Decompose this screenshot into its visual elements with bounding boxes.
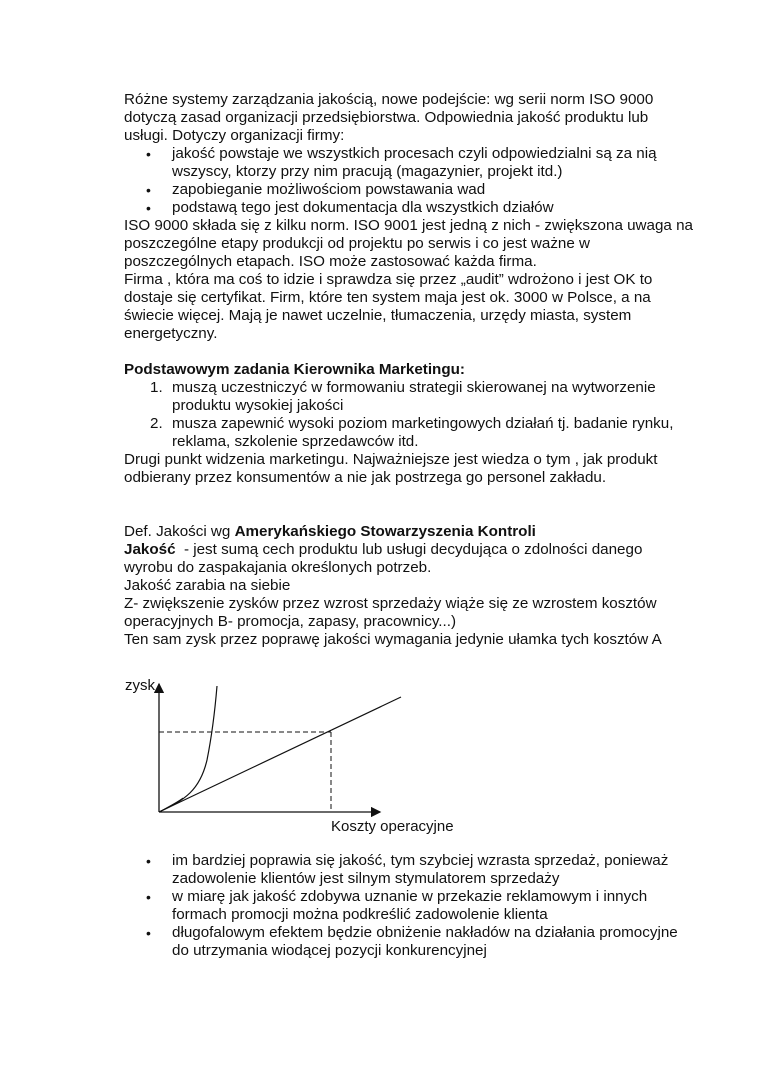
intro-line: Różne systemy zarządzania jakością, nowe podejście: wg serii norm ISO 9000 — [124, 91, 654, 108]
quality-curve-tail — [159, 798, 183, 812]
list-item: • w miarę jak jakość zdobywa uznanie w przekazie reklamowym i innych formach promocji można podkreślić zadowolenie klienta — [124, 888, 714, 924]
paragraph-line: Jakość zarabia na siebie — [124, 577, 291, 594]
list-item: • podstawą tego jest dokumentacja dla wszystkich działów — [124, 199, 714, 217]
paragraph-line: dostaje się certyfikat. Firm, które ten system maja jest ok. 3000 w Polsce, a na — [124, 289, 651, 306]
paragraph-line: świecie więcej. Mają je nawet uczelnie, tłumaczenia, urzędy miasta, system — [124, 307, 632, 324]
intro-line: usługi. Dotyczy organizacji firmy: — [124, 127, 345, 144]
definition-line: Jakość - jest sumą cech produktu lub usługi decydująca o zdolności danego — [124, 541, 643, 558]
list-item: • długofalowym efektem będzie obniżenie nakładów na działania promocyjne do utrzymania wiodącej pozycji konkurencyjnej — [124, 924, 714, 960]
x-axis-label: Koszty operacyjne — [331, 818, 454, 835]
benefits-bullet-list — [124, 852, 714, 960]
paragraph-line: Firma , która ma coś to idzie i sprawdza się przez „audit” wdrożono i jest OK to — [124, 271, 653, 288]
paragraph-line: poszczególne etapy produkcji od projektu po serwis i co jest ważne w — [124, 235, 590, 252]
list-item: • im bardziej poprawia się jakość, tym szybciej wzrasta sprzedaż, ponieważ zadowolenie klientów jest silnym stymulatorem sprzedaży — [124, 852, 714, 888]
paragraph-line: wyrobu do zaspakajania określonych potrzeb. — [124, 559, 432, 576]
definition-heading: Def. Jakości wg Amerykańskiego Stowarzyszenia Kontroli — [124, 523, 536, 540]
section-heading: Podstawowym zadania Kierownika Marketingu: — [124, 361, 465, 378]
list-item: • zapobieganie możliwościom powstawania wad — [124, 181, 714, 199]
intro-line: dotyczą zasad organizacji przedsiębiorstwa. Odpowiednia jakość produktu lub — [124, 109, 649, 126]
quality-exponential-curve — [159, 686, 217, 812]
paragraph-line: energetyczny. — [124, 325, 218, 342]
paragraph-line: ISO 9000 składa się z kilku norm. ISO 9001 jest jedną z nich - zwiększona uwaga na — [124, 217, 693, 234]
paragraph-line: Drugi punkt widzenia marketingu. Najważniejsze jest wiedza o tym , jak produkt — [124, 451, 658, 468]
paragraph-line: Ten sam zysk przez poprawę jakości wymagania jedynie ułamka tych kosztów A — [124, 631, 662, 648]
linear-cost-line — [159, 697, 401, 812]
list-item: 2. musza zapewnić wysoki poziom marketingowych działań tj. badanie rynku, reklama, szkolenie sprzedawców itd. — [150, 415, 674, 450]
list-item: 1. muszą uczestniczyć w formowaniu strategii skierowanej na wytworzenie produktu wysokiej jakości — [150, 379, 656, 414]
paragraph-line: odbierany przez konsumentów a nie jak postrzega go personel zakładu. — [124, 469, 607, 486]
paragraph-line: poszczególnych etapach. ISO może zastosować każda firma. — [124, 253, 537, 270]
y-axis-label: zysk — [125, 677, 155, 694]
benefits-section — [124, 852, 714, 960]
list-item: • jakość powstaje we wszystkich procesach czyli odpowiedzialni są za nią wszyscy, ktorzy przy nim pracują (magazynier, projekt itd.) — [124, 145, 714, 181]
paragraph-line: operacyjnych B- promocja, zapasy, pracownicy...) — [124, 613, 457, 630]
paragraph-line: Z- zwiększenie zysków przez wzrost sprzedaży wiąże się ze wzrostem kosztów — [124, 595, 657, 612]
